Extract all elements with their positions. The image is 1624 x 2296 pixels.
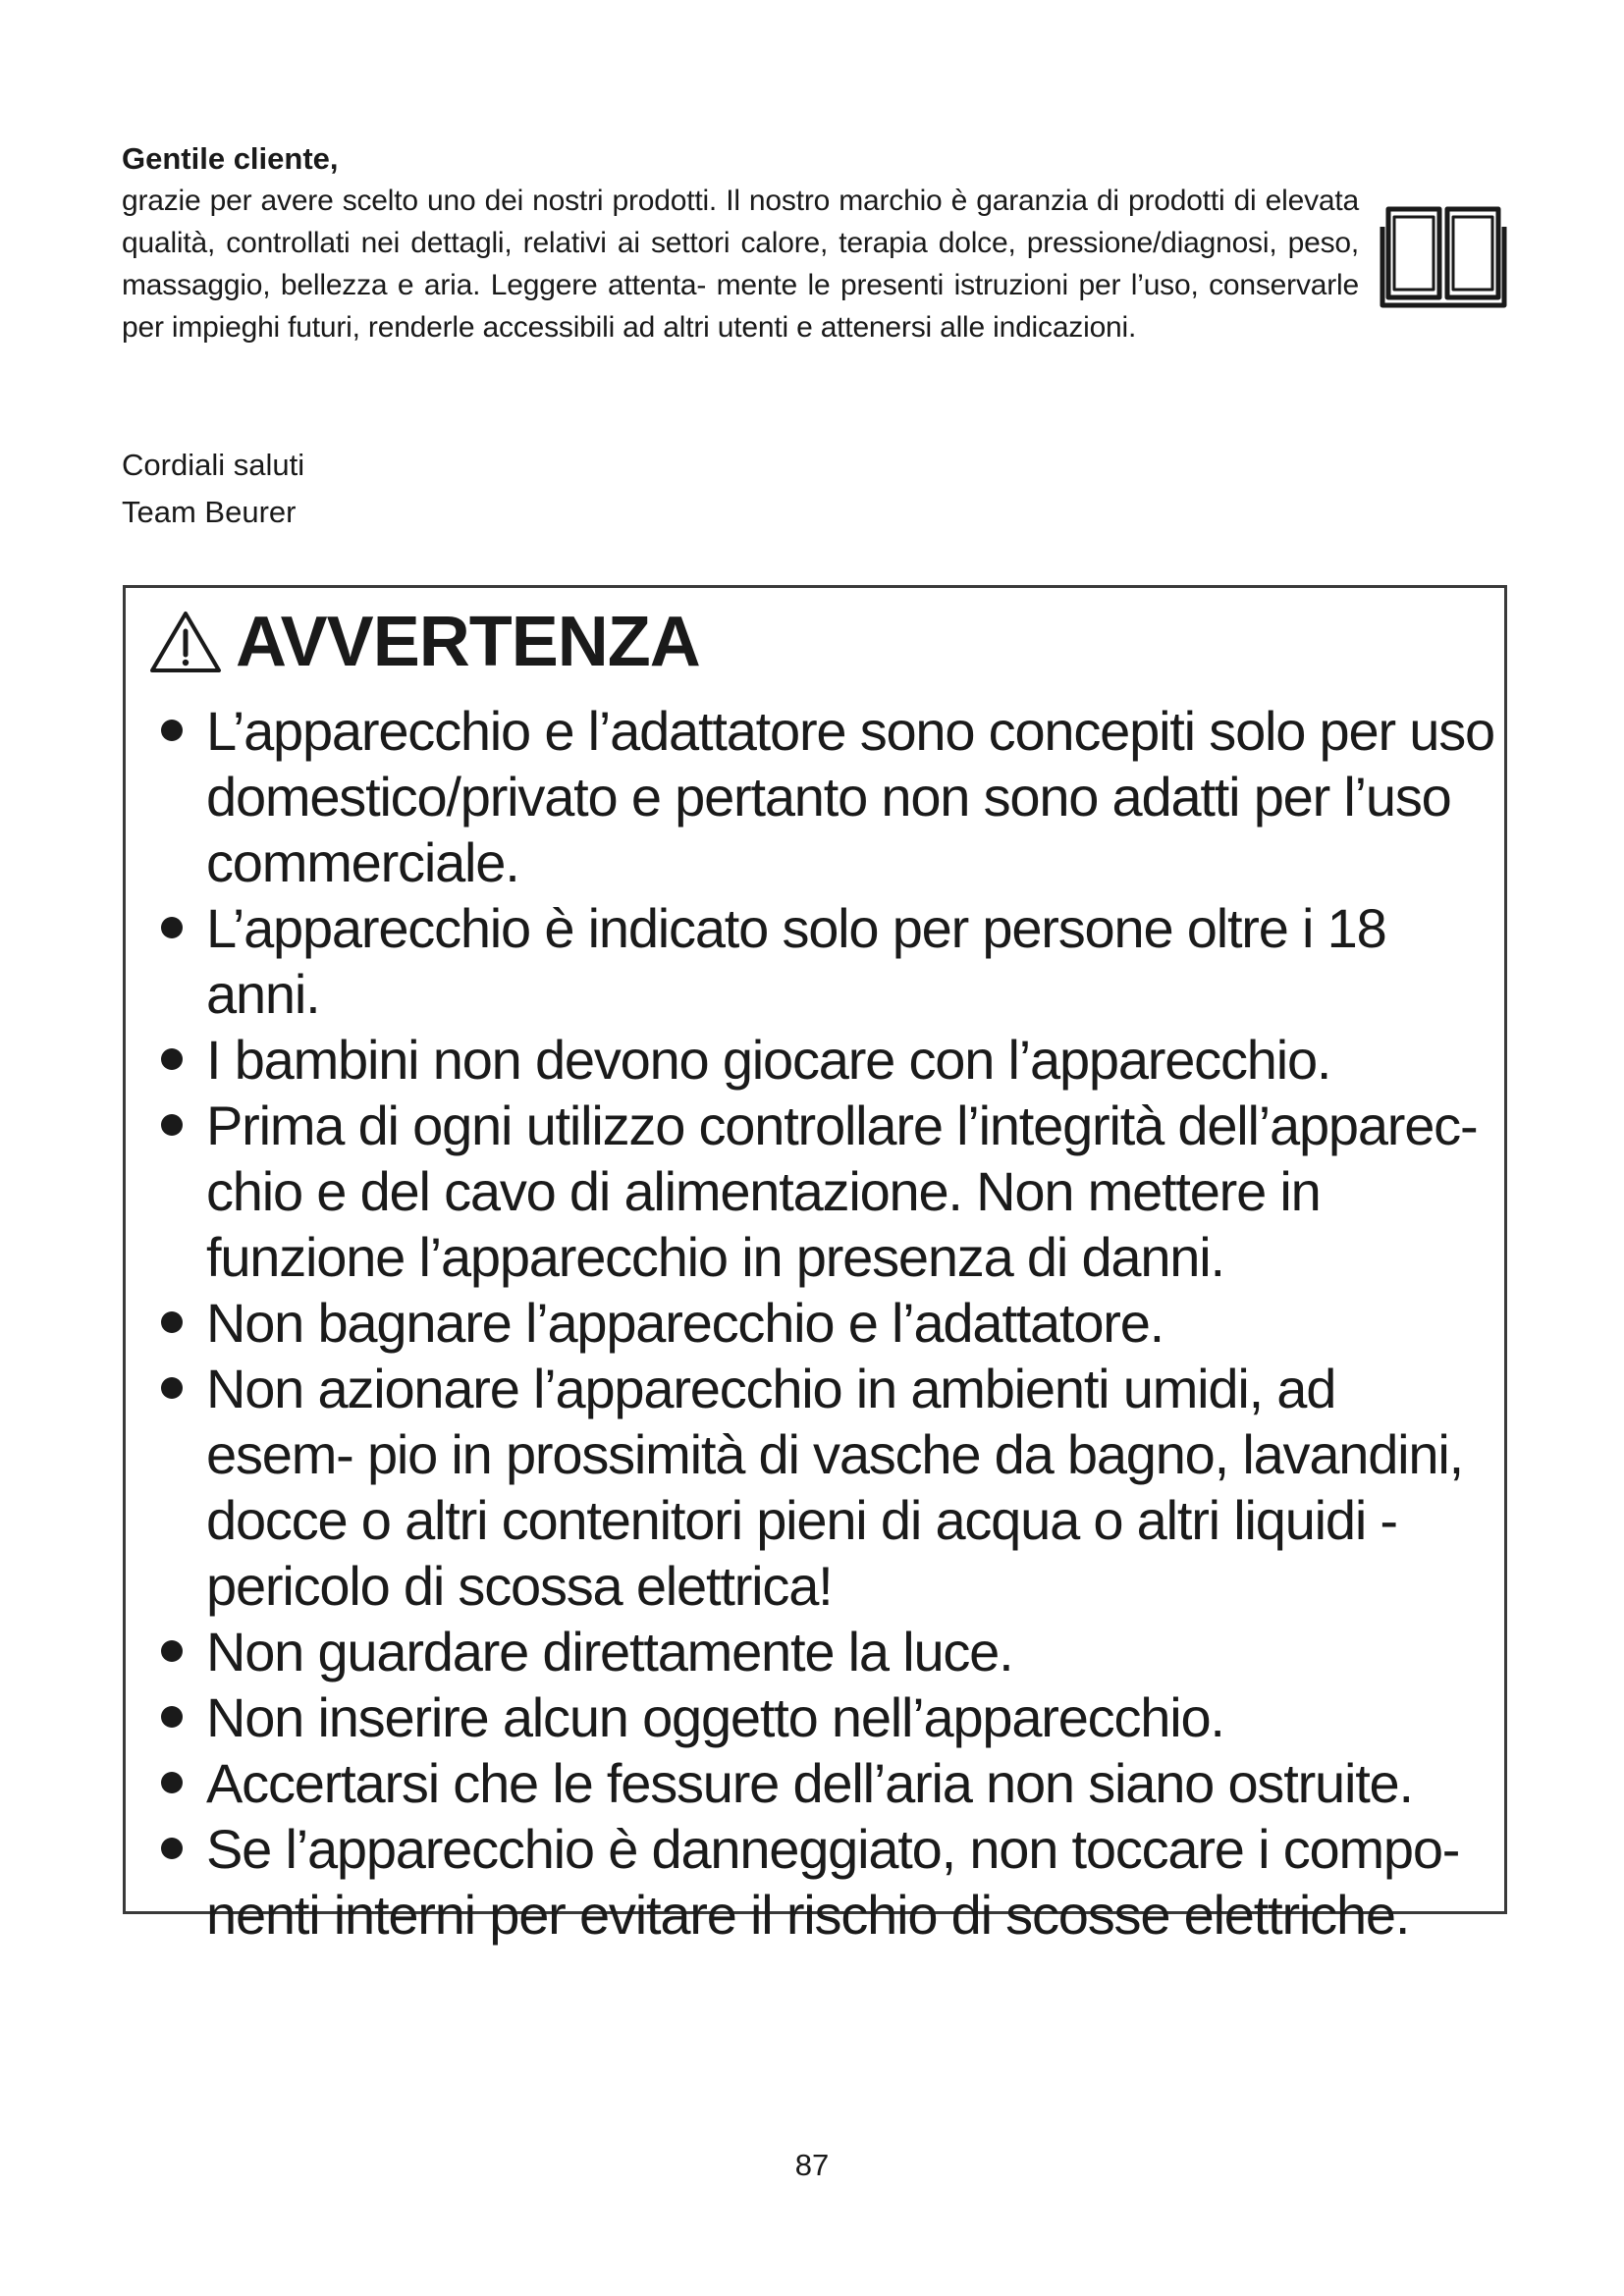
- signoff-greeting: Cordiali saluti: [122, 448, 305, 482]
- warning-item: [147, 1619, 1494, 1684]
- signoff-team: Team Beurer: [122, 495, 297, 529]
- bullet-icon: [161, 917, 183, 938]
- bullet-icon: [161, 720, 183, 741]
- read-manual-book-icon: [1379, 199, 1508, 309]
- greeting: Gentile cliente,: [122, 141, 339, 176]
- warning-item: [147, 1816, 1494, 1948]
- warning-item: [147, 1290, 1494, 1356]
- bullet-icon: [161, 1838, 183, 1859]
- warning-triangle-icon: [149, 610, 222, 674]
- warning-item: [147, 698, 1494, 895]
- warning-item-text: Non inserire alcun oggetto nell’apparecchio.: [206, 1686, 1224, 1748]
- bullet-icon: [161, 1377, 183, 1399]
- warning-item: [147, 895, 1494, 1027]
- warning-item: [147, 1093, 1494, 1290]
- bullet-icon: [161, 1772, 183, 1793]
- intro-section: [122, 137, 1359, 348]
- warning-item-text: Se l’apparecchio è danneggiato, non toccare i compo- nenti interni per evitare il rischio di scosse elettriche.: [206, 1818, 1460, 1946]
- page-number: 87: [794, 2148, 830, 2182]
- intro-text: grazie per avere scelto uno dei nostri prodotti. Il nostro marchio è garanzia di prodotti di elevata qualità, controllati nei dettagli, relativi ai settori calore, terapia dolce, pressione/diagnosi, peso, massaggio, bellezza e aria. Leggere attenta- mente le presenti istruzioni per l’uso, conservarle per impieghi futuri, renderle accessibili ad altri utenti e attenersi alle indicazioni.: [122, 185, 1359, 344]
- bullet-icon: [161, 1706, 183, 1728]
- warning-header: [149, 603, 700, 681]
- warning-item-text: I bambini non devono giocare con l’apparecchio.: [206, 1029, 1331, 1091]
- signoff: [122, 442, 304, 536]
- warning-item-text: L’apparecchio e l’adattatore sono concepiti solo per uso domestico/privato e pertanto non sono adatti per l’uso commerciale.: [206, 700, 1494, 893]
- warning-item: [147, 1684, 1494, 1750]
- bullet-icon: [161, 1311, 183, 1333]
- warning-item-text: Non bagnare l’apparecchio e l’adattatore.: [206, 1292, 1164, 1354]
- warning-item-text: Non azionare l’apparecchio in ambienti umidi, ad esem- pio in prossimità di vasche da bagno, lavandini, docce o altri contenitori pieni di acqua o altri liquidi - pericolo di scossa elettrica!: [206, 1358, 1463, 1617]
- warning-list: [147, 698, 1494, 1948]
- warning-box: [123, 585, 1507, 1946]
- warning-item: [147, 1750, 1494, 1816]
- warning-title: AVVERTENZA: [236, 603, 700, 681]
- warning-item: [147, 1027, 1494, 1093]
- warning-item-text: Accertarsi che le fessure dell’aria non siano ostruite.: [206, 1752, 1413, 1814]
- bullet-icon: [161, 1048, 183, 1070]
- warning-item-text: L’apparecchio è indicato solo per persone oltre i 18 anni.: [206, 897, 1386, 1025]
- warning-item-text: Prima di ogni utilizzo controllare l’integrità dell’apparec- chio e del cavo di alimentazione. Non mettere in funzione l’apparecchio in presenza di danni.: [206, 1095, 1478, 1288]
- warning-item-text: Non guardare direttamente la luce.: [206, 1621, 1013, 1682]
- bullet-icon: [161, 1114, 183, 1136]
- bullet-icon: [161, 1640, 183, 1662]
- warning-item: [147, 1356, 1494, 1619]
